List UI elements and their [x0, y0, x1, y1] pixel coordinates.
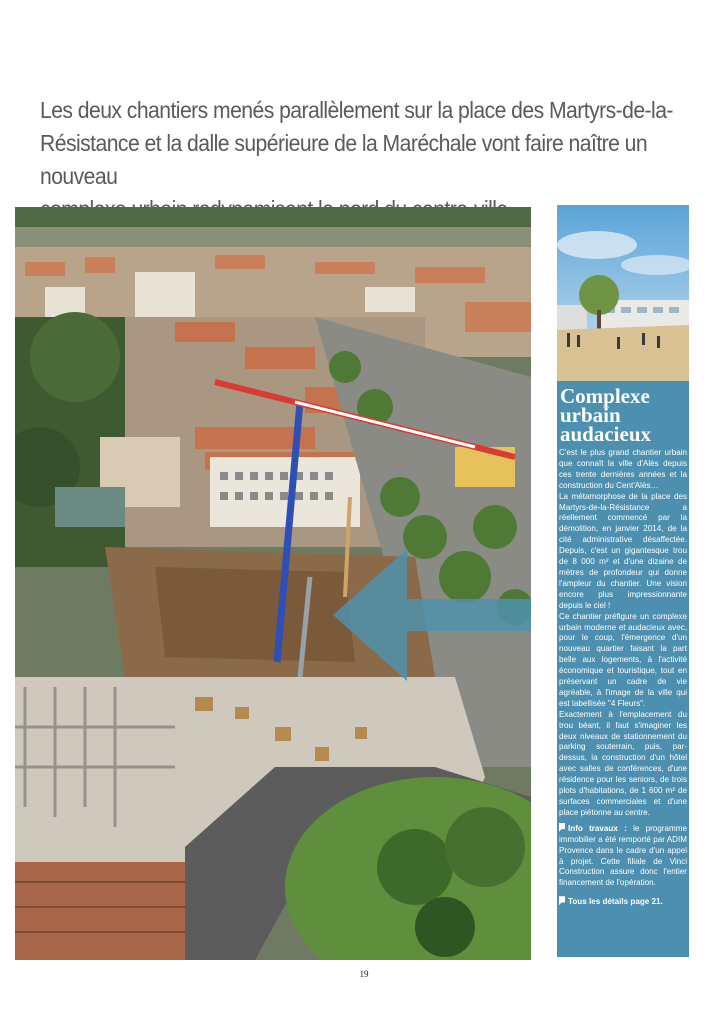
info-sidebar — [557, 205, 689, 957]
aerial-construction-photo — [15, 207, 531, 960]
sidebar-body — [559, 448, 687, 908]
more-details-link[interactable]: Tous les détails page 21. — [568, 897, 663, 907]
info-label: Info travaux : — [568, 823, 627, 833]
sidebar-paragraph-1: C'est le plus grand chantier urbain que connaît la ville d'Alès depuis ces trente dernières années et la construction du Cent'Alès… — [559, 448, 687, 490]
sidebar-title-line-3: audacieux — [560, 422, 652, 446]
sidebar-title-line-1: Complexe — [560, 384, 650, 408]
info-travaux — [559, 823, 687, 889]
sidebar-paragraph-2: La métamorphose de la place des Martyrs-de-la-Résistance a réellement commencé par la démolition, en janvier 2014, de la cité administrative désaffectée. Depuis, c'est un gigantesque trou de 8 000 m² et d'une dizaine de mètres de profondeur qui donne l'ampleur du chantier. Une vision encore plus impressionnante depuis le ciel ! — [559, 491, 687, 610]
page-number: 19 — [359, 969, 369, 979]
rendering-photo — [557, 205, 689, 381]
info-text: le programme immobilier a été remporté par ADIM Provence dans le cadre d'un appel à projet. Cette filiale de Vinci Construction assure donc l'entier financement de l'opération. — [559, 823, 687, 888]
sidebar-paragraph-4: Exactement à l'emplacement du trou béant, il faut s'imaginer les deux niveaux de stationnement du parking souterrain, puis, par-dessus, la construction d'un hôtel avec salles de conférences, d'une résidence pour les seniors, de trois plots d'habitations, de 1 600 m² de surfaces commerciales et d'une place piétonne au centre. — [559, 709, 687, 817]
headline-line-1: Les deux chantiers menés parallèlement sur la place des Martyrs-de-la- — [40, 97, 673, 123]
headline-line-2: Résistance et la dalle supérieure de la Maréchale vont faire naître un nouveau — [40, 130, 648, 189]
more-details — [559, 896, 687, 908]
speech-bullet-icon — [559, 896, 565, 905]
sidebar-title — [560, 384, 688, 446]
speech-bullet-icon — [559, 823, 565, 832]
sidebar-title-line-2: urbain — [560, 403, 621, 427]
sidebar-paragraph-3: Ce chantier préfigure un complexe urbain moderne et audacieux avec, pour le coup, l'émergence d'un nouveau quartier faisant la part belle aux logements, à l'activité économique et touristique, tout en préservant un cadre de vie agréable, à l'image de la ville qui est labellisée "4 Fleurs". — [559, 611, 687, 708]
